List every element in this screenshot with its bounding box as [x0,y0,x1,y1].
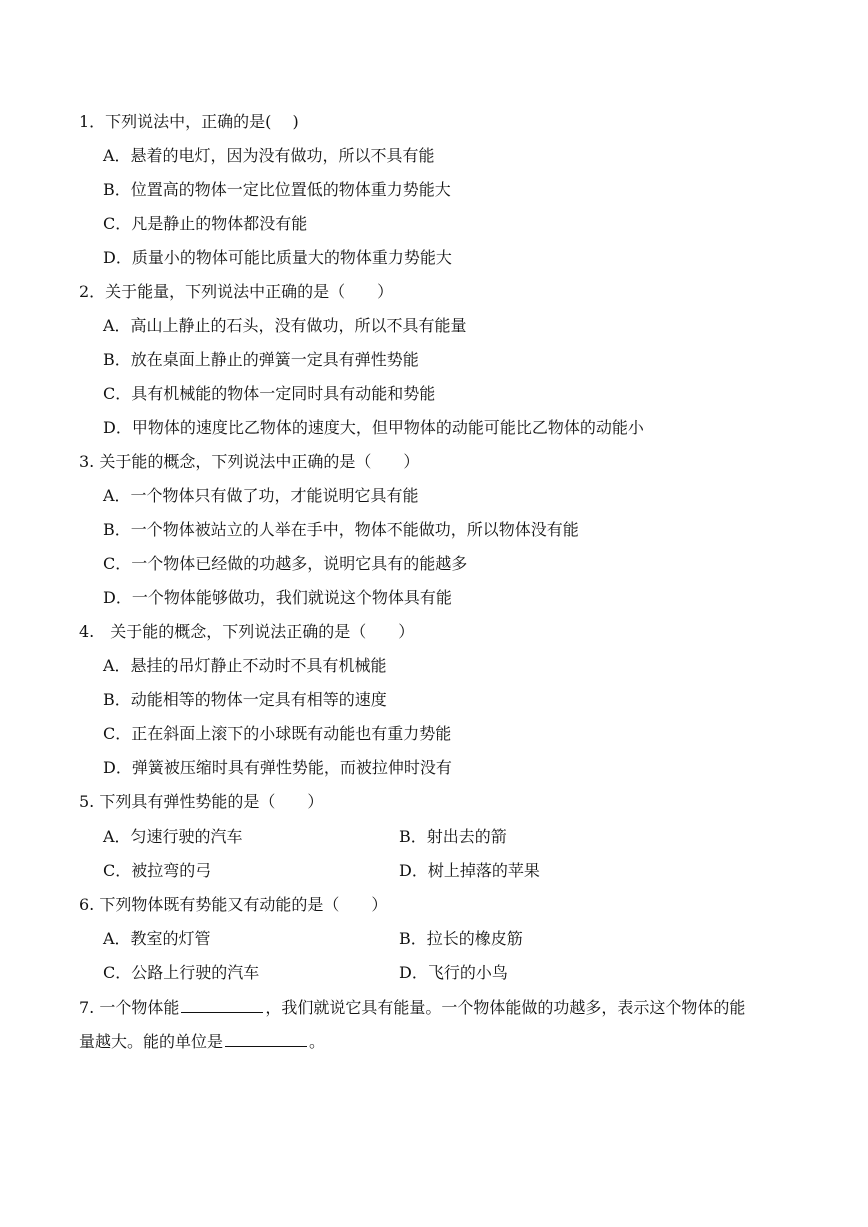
question-6-option-b: B．拉长的橡皮筋 [399,929,523,948]
question-6-stem: 6. 下列物体既有势能又有动能的是（ ） [79,895,388,914]
question-2-stem: 2．关于能量，下列说法中正确的是（ ） [79,282,394,301]
question-5-option-c: C．被拉弯的弓 [103,861,212,880]
question-1-option-b: B．位置高的物体一定比位置低的物体重力势能大 [103,180,451,199]
answer-blank-2[interactable] [225,1031,307,1047]
question-5-option-d: D．树上掉落的苹果 [399,861,540,880]
question-3-option-b: B．一个物体被站立的人举在手中，物体不能做功，所以物体没有能 [103,520,579,539]
question-7-text-4: 。 [309,1032,326,1051]
question-7-line-1 [79,997,745,1019]
question-4-option-c: C．正在斜面上滚下的小球既有动能也有重力势能 [103,724,452,743]
question-3-option-a: A．一个物体只有做了功，才能说明它具有能 [103,486,419,505]
question-6-option-a: A．教室的灯管 [103,929,211,948]
question-4-option-d: D．弹簧被压缩时具有弹性势能，而被拉伸时没有 [103,758,452,777]
question-4-option-a: A．悬挂的吊灯静止不动时不具有机械能 [103,656,387,675]
question-7-text-2: ，我们就说它具有能量。一个物体能做的功越多，表示这个物体的能 [265,998,746,1017]
question-7-text-3: 量越大。能的单位是 [79,1032,224,1051]
question-2-option-d: D．甲物体的速度比乙物体的速度大，但甲物体的动能可能比乙物体的动能小 [103,418,644,437]
question-5-stem: 5. 下列具有弹性势能的是（ ） [79,792,324,811]
question-3-option-d: D．一个物体能够做功，我们就说这个物体具有能 [103,588,452,607]
question-1-stem: 1．下列说法中，正确的是( ) [79,112,299,131]
question-6-option-c: C．公路上行驶的汽车 [103,963,260,982]
question-2-option-a: A．高山上静止的石头，没有做功，所以不具有能量 [103,316,467,335]
question-7-text-1: 7. 一个物体能 [79,998,180,1017]
question-1-option-a: A．悬着的电灯，因为没有做功，所以不具有能 [103,146,435,165]
question-2-option-b: B．放在桌面上静止的弹簧一定具有弹性势能 [103,350,419,369]
question-5-option-b: B．射出去的箭 [399,827,507,846]
question-4-option-b: B．动能相等的物体一定具有相等的速度 [103,690,387,709]
question-6-option-d: D．飞行的小鸟 [399,963,508,982]
question-4-stem: 4. 关于能的概念，下列说法正确的是（ ） [79,622,415,641]
answer-blank-1[interactable] [181,997,263,1013]
question-1-option-d: D．质量小的物体可能比质量大的物体重力势能大 [103,248,452,267]
question-2-option-c: C．具有机械能的物体一定同时具有动能和势能 [103,384,436,403]
question-5-option-a: A．匀速行驶的汽车 [103,827,243,846]
question-7-line-2 [79,1031,325,1053]
question-3-option-c: C．一个物体已经做的功越多，说明它具有的能越多 [103,554,468,573]
question-1-option-c: C．凡是静止的物体都没有能 [103,214,308,233]
question-3-stem: 3. 关于能的概念，下列说法中正确的是（ ） [79,452,420,471]
